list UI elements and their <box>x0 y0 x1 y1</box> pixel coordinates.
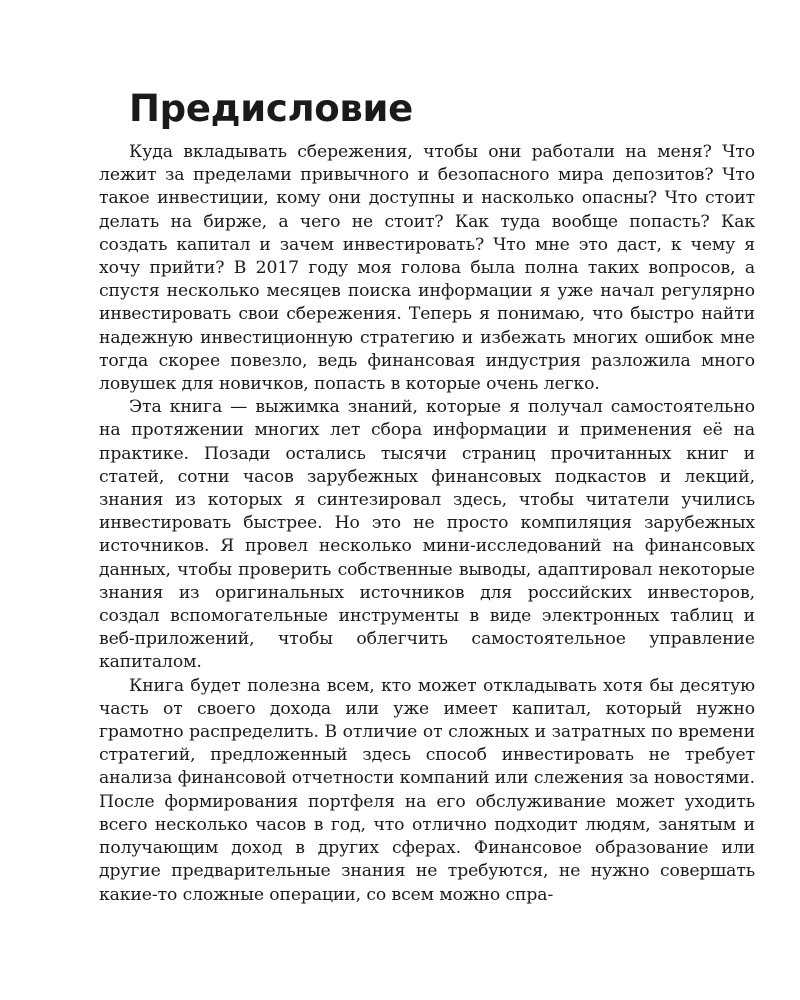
paragraph-2: Эта книга — выжимка знаний, которые я получал самостоятельно на протяжении многих лет сбора информации и применения её на практике. Позади остались тысячи страниц прочитанных книг и статей, сотни часов зарубежных финансовых подкастов и лекций, знания из которых я синтезировал здесь, чтобы читатели учились инвестировать быстрее. Но это не просто компиляция зарубежных источников. Я провел несколько мини-исследований на финансовых данных, чтобы проверить собственные выводы, адаптировал некоторые знания из оригинальных источников для российских инвесторов, создал вспомогательные инструменты в виде электронных таблиц и веб-приложений, чтобы облегчить самостоятельное управление капиталом. <box>99 397 755 673</box>
book-page <box>99 86 755 907</box>
paragraph-1: Куда вкладывать сбережения, чтобы они работали на меня? Что лежит за пределами привычного и безопасного мира депозитов? Что такое инвестиции, кому они доступны и насколько опасны? Что стоит делать на бирже, а чего не стоит? Как туда вообще попасть? Как создать капитал и зачем инвестировать? Что мне это даст, к чему я хочу прийти? В 2017 году моя голова была полна таких вопросов, а спустя несколько месяцев поиска информации я уже начал регулярно инвестировать свои сбережения. Теперь я понимаю, что быстро найти надежную инвестиционную стратегию и избежать многих ошибок мне тогда скорее повезло, ведь финансовая индустрия разложила много ловушек для новичков, попасть в которые очень легко. <box>99 142 755 395</box>
paragraph-3: Книга будет полезна всем, кто может откладывать хотя бы десятую часть от своего дохода или уже имеет капитал, который нужно грамотно распределить. В отличие от сложных и затратных по времени стратегий, предложенный здесь способ инвестировать не требует анализа финансовой отчетности компаний или слежения за новостями. После формирования портфеля на его обслуживание может уходить всего несколько часов в год, что отлично подходит людям, занятым и получающим доход в других сферах. Финансовое образование или другие предварительные знания не требуются, не нужно совершать какие-то сложные операции, со всем можно спра- <box>99 675 755 905</box>
chapter-title: Предисловие <box>129 87 413 130</box>
